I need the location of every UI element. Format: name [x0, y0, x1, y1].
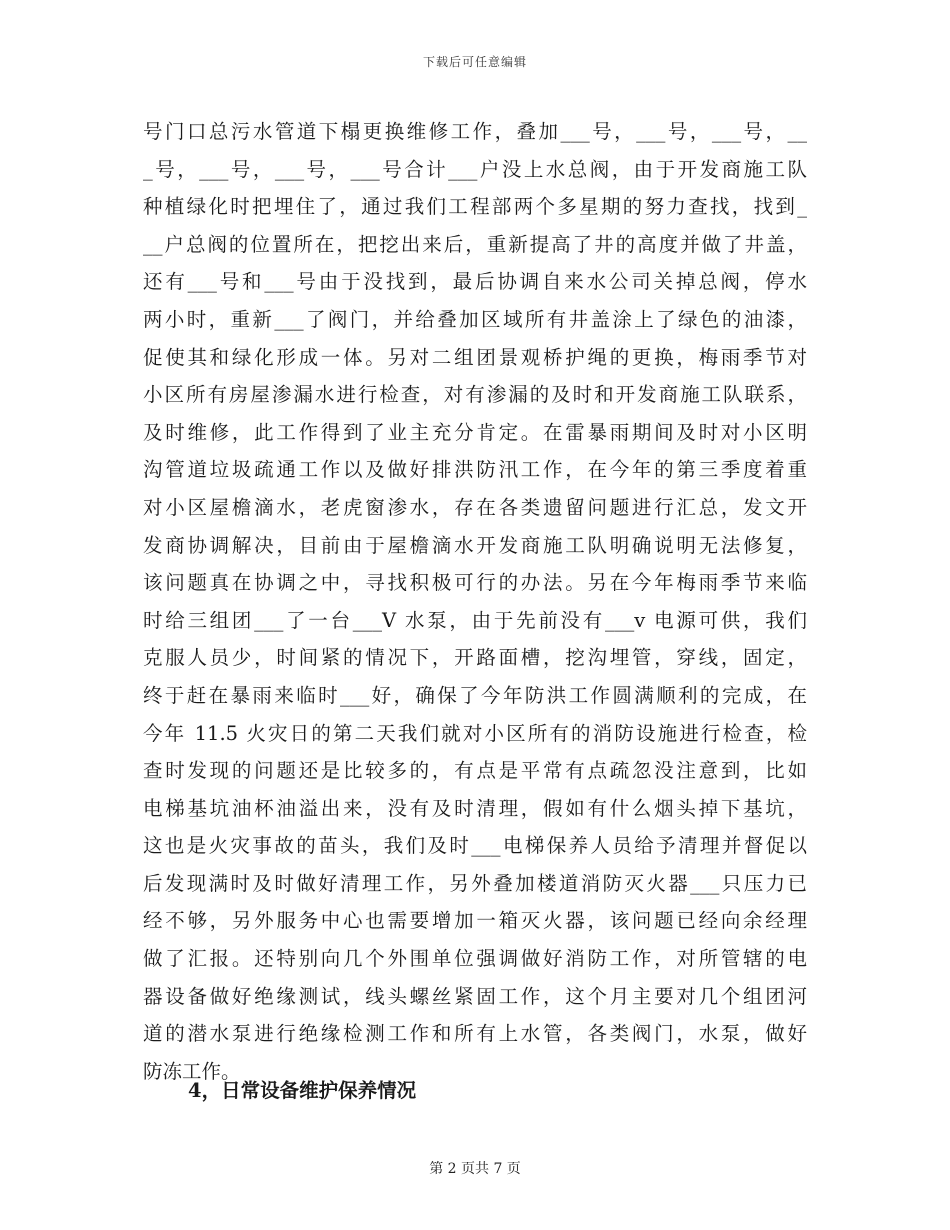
text-line: 时给三组团___了一台___V 水泵，由于先前没有___v 电源可供，我们 — [143, 608, 807, 632]
text-line: 对小区屋檐滴水，老虎窗渗水，存在各类遗留问题进行汇总，发文开 — [143, 495, 807, 519]
text-line: 电梯基坑油杯油溢出来，没有及时清理，假如有什么烟头掉下基坑， — [143, 796, 807, 820]
text-line: 器设备做好绝缘测试，线头螺丝紧固工作，这个月主要对几个组团河 — [143, 984, 807, 1008]
text-line: 两小时，重新___了阀门，并给叠加区域所有井盖涂上了绿色的油漆， — [143, 307, 807, 331]
text-line: __户总阀的位置所在，把挖出来后，重新提高了井的高度并做了井盖， — [143, 232, 807, 256]
text-line: 后发现满时及时做好清理工作，另外叠加楼道消防灭火器___只压力已 — [143, 871, 807, 895]
text-line: 沟管道垃圾疏通工作以及做好排洪防汛工作，在今年的第三季度着重 — [143, 458, 807, 482]
text-line: 今年 11.5 火灾日的第二天我们就对小区所有的消防设施进行检查，检 — [143, 721, 807, 745]
text-line: 这也是火灾事故的苗头，我们及时___电梯保养人员给予清理并督促以 — [143, 834, 807, 858]
page-header: 下载后可任意编辑 — [422, 55, 527, 69]
text-line: _号，___号，___号，___号合计___户没上水总阀，由于开发商施工队 — [143, 157, 807, 181]
text-line: 克服人员少，时间紧的情况下，开路面槽，挖沟埋管，穿线，固定， — [143, 646, 807, 670]
text-line: 终于赶在暴雨来临时___好，确保了今年防洪工作圆满顺利的完成，在 — [143, 683, 807, 707]
text-line: 发商协调解决，目前由于屋檐滴水开发商施工队明确说明无法修复， — [143, 533, 807, 557]
text-line: 防冻工作。 — [143, 1059, 241, 1083]
text-line: 小区所有房屋渗漏水进行检查，对有渗漏的及时和开发商施工队联系， — [143, 383, 807, 407]
section-heading: 4，日常设备维护保养情况 — [188, 1079, 417, 1102]
text-line: 促使其和绿化形成一体。另对二组团景观桥护绳的更换，梅雨季节对 — [143, 345, 807, 369]
text-line: 号门口总污水管道下榻更换维修工作，叠加___号，___号，___号，__ — [143, 120, 807, 143]
text-line: 做了汇报。还特别向几个外围单位强调做好消防工作，对所管辖的电 — [143, 947, 807, 971]
text-line: 经不够，另外服务中心也需要增加一箱灭火器，该问题已经向余经理 — [143, 909, 807, 933]
text-line: 及时维修，此工作得到了业主充分肯定。在雷暴雨期间及时对小区明 — [143, 420, 807, 444]
text-line: 还有___号和___号由于没找到，最后协调自来水公司关掉总阀，停水 — [143, 270, 807, 294]
text-line: 查时发现的问题还是比较多的，有点是平常有点疏忽没注意到，比如 — [143, 759, 807, 783]
page-footer: 第 2 页共 7 页 — [429, 1161, 521, 1177]
text-line: 道的潜水泵进行绝缘检测工作和所有上水管，各类阀门，水泵，做好 — [143, 1022, 807, 1046]
text-line: 种植绿化时把埋住了，通过我们工程部两个多星期的努力查找，找到_ — [143, 195, 807, 219]
body-paragraph — [143, 113, 807, 1090]
text-line: 该问题真在协调之中，寻找积极可行的办法。另在今年梅雨季节来临 — [143, 571, 807, 595]
